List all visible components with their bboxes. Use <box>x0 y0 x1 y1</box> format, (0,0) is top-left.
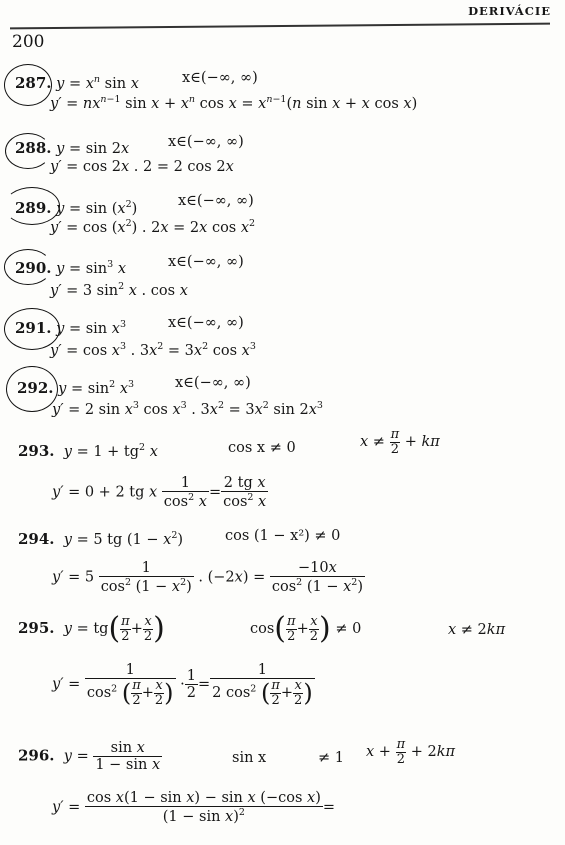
problem-295-domain-2: x ≠ 2kπ <box>448 622 506 638</box>
problem-296-domain: sin x <box>232 750 267 766</box>
problem-number: 289. <box>15 199 52 217</box>
problem-295-function: 295. y = tg( $\frac{\pi}{2}$ + $\frac{x}{2}$ ) <box>18 611 165 646</box>
problem-289-function: 289. $y = \sin (x^2)$ <box>15 199 138 217</box>
problem-292-function: 292. $y = \sin^2 x^3$ <box>17 379 135 397</box>
problem-294-domain: cos (1 − x²) ≠ 0 <box>225 528 341 544</box>
problem-290-domain: x∈(−∞, ∞) <box>168 254 244 270</box>
problem-number: 288. <box>15 139 52 157</box>
problem-289-derivative: $y' = \cos (x^2)$ . 2x = 2x $\cos x^2$ <box>50 218 256 236</box>
problem-291-domain: x∈(−∞, ∞) <box>168 315 244 331</box>
problem-291-derivative: $y' = \cos x^3$ . $3x^2 = 3x^2$ $\cos x^3$ <box>50 341 256 359</box>
problem-294-function: 294. y = 5 tg $(1 - x^2)$ <box>18 530 184 548</box>
problem-number: 291. <box>15 319 52 337</box>
problem-288-function: 288. y = sin 2x <box>15 139 130 157</box>
problem-number: 287. <box>15 74 52 92</box>
problem-293-domain: cos x ≠ 0 <box>228 440 296 456</box>
problem-number: 296. <box>18 746 55 765</box>
header-rule <box>10 23 550 29</box>
problem-292-derivative: y′ = 2 $\sin x^3$ $\cos x^3$ . $3x^2 = 3x^2$ $\sin 2x^3$ <box>52 400 323 418</box>
running-header: DERIVÁCIE <box>468 4 551 18</box>
problem-291-function: 291. $y = \sin x^3$ <box>15 319 126 337</box>
problem-296-domain-mid: ≠ 1 <box>318 750 344 766</box>
problem-number: 292. <box>17 379 54 397</box>
problem-288-derivative: y′ = cos 2x . 2 = 2 cos 2x <box>50 159 234 175</box>
problem-number: 290. <box>15 259 52 277</box>
problem-292-domain: x∈(−∞, ∞) <box>175 375 251 391</box>
problem-293-function: 293. $y = 1 + tg^2$ x <box>18 442 158 460</box>
problem-287-derivative: $y' = nx^{n-1}$ $\sin x + x^n$ $\cos x = x^{n-1}(n$ sin x + x cos x) <box>50 94 418 112</box>
page-number: 200 <box>12 32 45 52</box>
problem-295-derivative: y′ = 1 $\cos^2$ ( $\frac{\pi}{2}$ + $\frac{x}{2}$ ) · $\frac{1}{2}$ = 1 2 $\cos^2$ ( $\frac{\pi}{2}$ + $\frac{x}{2}$ ) <box>52 662 313 708</box>
problem-296-domain-2: x + $\frac{\pi}{2}$ + 2kπ <box>366 737 456 767</box>
problem-287-function: 287. $y = x^n$ sin x <box>15 74 139 92</box>
problem-296-derivative: y′ = $\frac{\text{cos x(1 − sin x) − sin x (−cos x)}}{(1 - \sin x)^2}$ = <box>52 790 336 825</box>
problem-number: 295. <box>18 619 55 637</box>
problem-number: 293. <box>18 442 55 460</box>
problem-290-function: 290. $y = \sin^3 x$ <box>15 259 126 277</box>
problem-287-domain: x∈(−∞, ∞) <box>182 70 258 86</box>
problem-295-domain: cos( $\frac{\pi}{2}$ + $\frac{x}{2}$ ) ≠ 0 <box>250 611 362 646</box>
problem-288-domain: x∈(−∞, ∞) <box>168 134 244 150</box>
problem-290-derivative: y′ = 3 $\sin^2 x$ . cos x <box>50 281 188 299</box>
problem-294-derivative: y′ = 5 $\frac{1}{\cos^2 (1 - x^2)}$ . (−2x) = $\frac{-10x}{\cos^2 (1 - x^2)}$ <box>52 560 363 595</box>
problem-number: 294. <box>18 530 55 548</box>
problem-293-derivative: y′ = 0 + 2 tg x $\frac{1}{\cos^2 x}$ = $\frac{\text{2 tg x}}{\cos^2 x}$ <box>52 475 267 510</box>
problem-296-function: 296. y = $\frac{\text{sin x}}{\text{1 − sin x}}$ <box>18 740 161 773</box>
problem-289-domain: x∈(−∞, ∞) <box>178 193 254 209</box>
problem-293-domain-2: x ≠ $\frac{\pi}{2}$ + kπ <box>360 427 440 457</box>
